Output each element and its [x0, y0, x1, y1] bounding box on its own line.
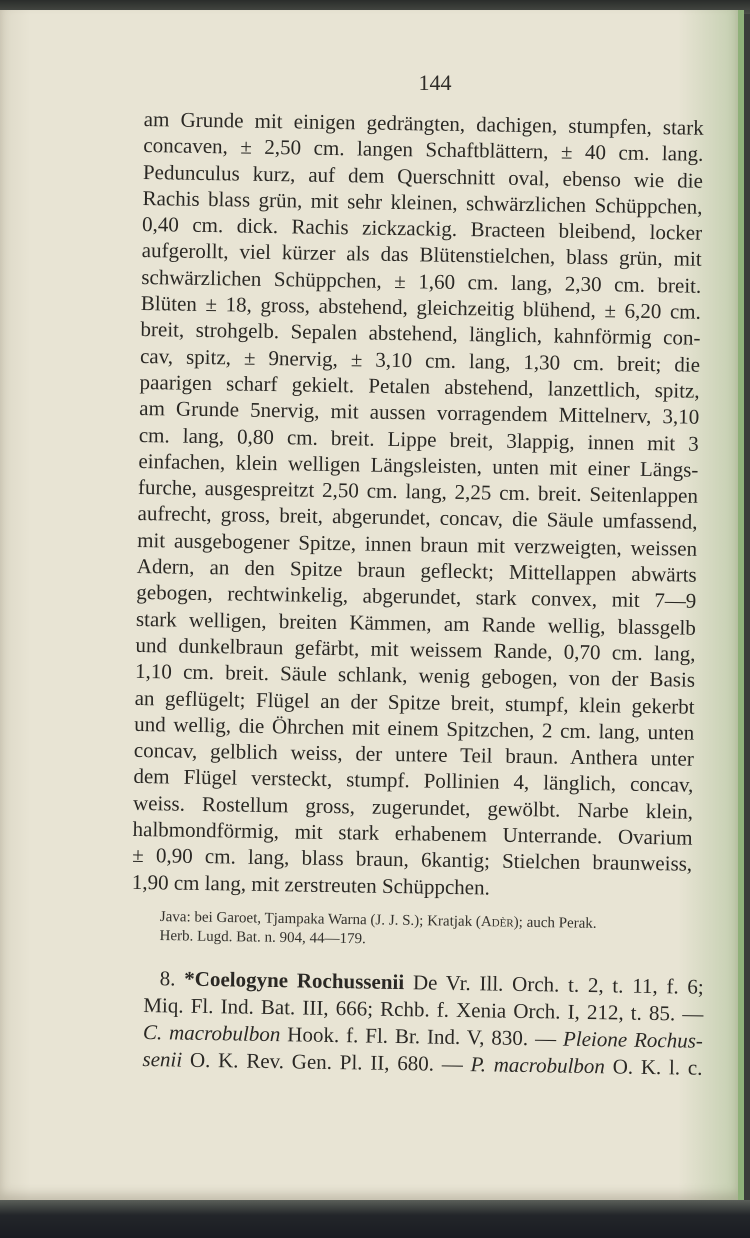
species-description [132, 106, 704, 904]
scan-bottom-edge [0, 1200, 750, 1238]
description-line: furche, ausgespreitzt 2,50 cm. lang, 2,25 cm. breit. Seitenlappen [137, 475, 699, 508]
description-line: am Grunde 5nervig, mit aussen vorragendem Mittelnerv, 3,10 [139, 396, 700, 430]
description-line: und wellig, die Öhrchen mit einem Spitzchen, 2 cm. lang, unten [134, 711, 695, 745]
description-line: cav, spitz, ± 9nervig, ± 3,10 cm. lang, 1,30 cm. breit; die [139, 343, 701, 377]
locality-text-a: Java: bei Garoet, Tjampaka Warna (J. J. S.); Kratjak ( [159, 908, 482, 931]
description-line: Pedunculus kurz, auf dem Querschnitt oval, ebenso wie die [142, 159, 704, 193]
page-number: 144 [418, 70, 452, 95]
entry-citation-end: O. K. l. c. [612, 1054, 703, 1080]
description-line: ± 0,90 cm. lang, blass braun, 6kantig; Stielchen braunweiss, [132, 843, 693, 877]
description-line: einfachen, klein welligen Längsleisten, unten mit einer Längs- [138, 448, 699, 482]
entry-genus: *Coelogyne [184, 966, 289, 993]
description-line: Rachis blass grün, mit sehr kleinen, schwärzlichen Schüppchen, [142, 185, 703, 219]
description-line: stark welligen, breiten Kämmen, am Rande wellig, blassgelb [135, 606, 697, 640]
entry-citation-3: Hook. f. Fl. Br. Ind. V, 830. — [287, 1022, 557, 1051]
description-line: halbmondförmig, mit stark erhabenem Unterrande. Ovarium [132, 816, 693, 850]
description-line: concaven, ± 2,50 cm. langen Schaftblättern, ± 40 cm. lang. [143, 133, 704, 167]
entry-citation-1: De Vr. Ill. Orch. t. 2, t. 11, f. 6; [412, 970, 704, 999]
species-entry [142, 965, 704, 1082]
description-line: 0,40 cm. dick. Rachis zickzackig. Bracteen bleibend, locker [141, 212, 703, 245]
description-line: gebogen, rechtwinkelig, abgerundet, stark convex, mit 7—9 [136, 580, 697, 614]
synonym-3: P. macrobulbon [470, 1052, 606, 1079]
locality-text-b: ); auch Perak. [513, 914, 597, 932]
description-line: concav, gelblich weiss, der untere Teil braun. Anthera unter [133, 738, 695, 771]
description-line: weiss. Rostellum gross, zugerundet, gewölbt. Narbe klein, [132, 790, 694, 824]
description-line: 1,90 cm lang, mit zerstreuten Schüppchen. [131, 869, 491, 900]
description-line: dem Flügel versteckt, stumpf. Pollinien 4, länglich, concav, [133, 764, 694, 798]
entry-species: Rochussenii [296, 968, 405, 995]
description-line: am Grunde mit einigen gedrängten, dachigen, stumpfen, stark [143, 106, 704, 140]
synonym-1: C. macrobulbon [142, 1019, 281, 1047]
description-line: aufrecht, gross, breit, abgerundet, concav, die Säule umfassend, [137, 501, 698, 535]
entry-number: 8. [159, 966, 176, 991]
description-line: paarigen scharf gekielt. Petalen abstehend, lanzettlich, spitz, [139, 369, 700, 403]
synonym-2: Pleione Rochus- [562, 1026, 704, 1053]
description-line: Adern, an den Spitze braun gefleckt; Mittellappen abwärts [136, 553, 697, 587]
entry-line-2: Miq. Fl. Ind. Bat. III, 666; Rchb. f. Xenia Orch. I, 212, t. 85. — [143, 992, 704, 1026]
description-line: aufgerollt, viel kürzer als das Blütenstielchen, blass grün, mit [141, 238, 702, 272]
description-line: breit, strohgelb. Sepalen abstehend, länglich, kahnförmig con- [140, 317, 701, 351]
description-line: schwärzlichen Schüppchen, ± 1,60 cm. lang, 2,30 cm. breit. [141, 264, 702, 298]
entry-citation-4: O. K. Rev. Gen. Pl. II, 680. — [189, 1047, 464, 1077]
locality-line-2: Herb. Lugd. Bat. n. 904, 44—179. [159, 927, 366, 948]
description-line: 1,10 cm. breit. Säule schlank, wenig gebogen, von der Basis [134, 659, 696, 692]
description-line: cm. lang, 0,80 cm. breit. Lippe breit, 3lappig, innen mit 3 [138, 422, 699, 456]
description-line: Blüten ± 18, gross, abstehend, gleichzeitig blühend, ± 6,20 cm. [140, 291, 702, 324]
synonym-2-cont: senii [142, 1046, 183, 1072]
description-line: mit ausgebogener Spitze, innen braun mit verzweigten, weissen [136, 527, 698, 561]
collector-name: Adèr [480, 914, 514, 931]
description-line: und dunkelbraun gefärbt, mit weissem Rande, 0,70 cm. lang, [135, 632, 696, 666]
description-line: an geflügelt; Flügel an der Spitze breit, stumpf, klein gekerbt [134, 685, 695, 719]
